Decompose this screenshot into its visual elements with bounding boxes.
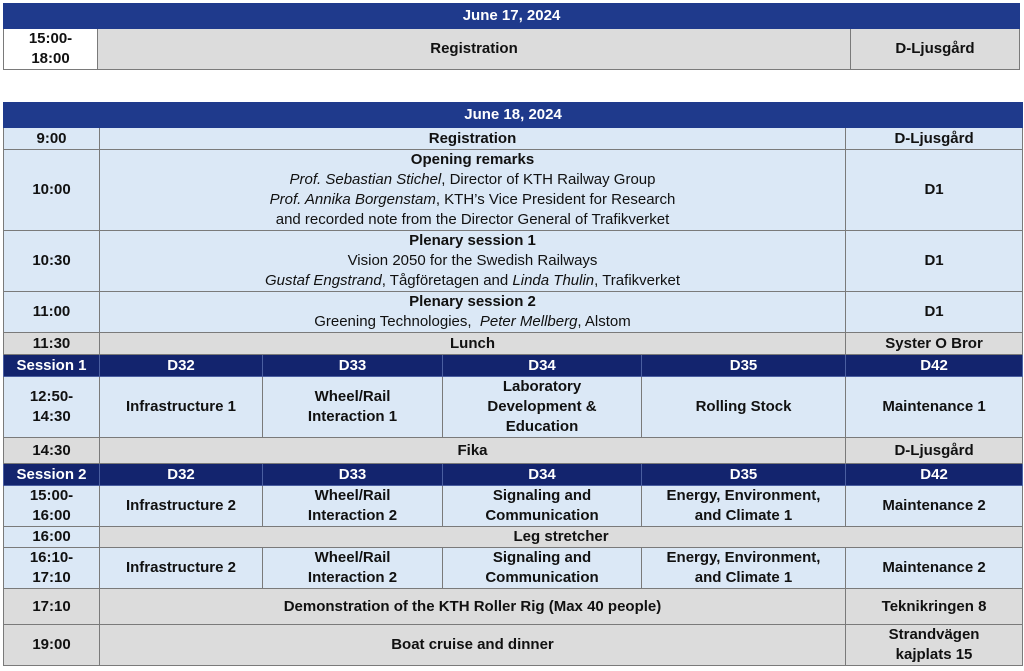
room-header: D34: [443, 355, 642, 377]
registration-row: [4, 128, 1023, 150]
time-cell: 16:00: [4, 527, 100, 548]
fika-row: [4, 438, 1023, 464]
location-cell: Syster O Bror: [846, 333, 1023, 355]
time-cell: [4, 29, 98, 70]
room-header: D34: [443, 464, 642, 486]
track-line: Education: [505, 418, 579, 435]
track-line: and Climate 1: [694, 569, 793, 586]
speaker-name: Gustaf Engstrand: [265, 272, 382, 289]
time-start: 15:00-: [29, 487, 74, 504]
event-cell: [100, 150, 846, 231]
speaker-line: [104, 190, 841, 210]
track-line: Interaction 1: [307, 408, 398, 425]
speaker-line: [104, 312, 841, 332]
location-cell: [846, 625, 1023, 666]
event-cell: Leg stretcher: [100, 527, 1023, 548]
speaker-role: , KTH’s Vice President for Research: [435, 191, 676, 208]
day1-registration-row: [4, 29, 1020, 70]
session-title: Plenary session 2: [409, 293, 536, 310]
track-line: Interaction 2: [307, 569, 398, 586]
speaker-org: , Trafikverket: [594, 272, 680, 289]
session-label: Session 1: [4, 355, 100, 377]
time-start: 12:50-: [29, 388, 74, 405]
track-line: Development &: [487, 398, 597, 415]
event-cell: Registration: [98, 29, 851, 70]
track-cell: [263, 548, 443, 589]
speaker-name: Peter Mellberg: [479, 313, 578, 330]
time-cell: [4, 377, 100, 438]
track-cell: [263, 377, 443, 438]
plenary-session-2-row: [4, 292, 1023, 333]
time-cell: 11:00: [4, 292, 100, 333]
location-cell: D1: [846, 292, 1023, 333]
track-cell: [642, 486, 846, 527]
event-cell: Demonstration of the KTH Roller Rig (Max 40 people): [100, 589, 846, 625]
leg-stretcher-row: [4, 527, 1023, 548]
track-line: Energy, Environment,: [666, 487, 821, 504]
time-end: 17:10: [32, 569, 71, 586]
track-line: Maintenance 2: [882, 559, 986, 576]
track-cell: [100, 548, 263, 589]
track-line: Infrastructure 1: [125, 398, 237, 415]
time-cell: 11:30: [4, 333, 100, 355]
opening-remarks-row: [4, 150, 1023, 231]
speaker-org: , Tågföretagen and: [381, 272, 513, 289]
time-cell: 10:00: [4, 150, 100, 231]
room-header: D42: [846, 464, 1023, 486]
room-header: D35: [642, 464, 846, 486]
time-cell: 14:30: [4, 438, 100, 464]
room-header: D35: [642, 355, 846, 377]
time-end: 18:00: [31, 50, 70, 67]
event-cell: Boat cruise and dinner: [100, 625, 846, 666]
day2-schedule-table: [3, 102, 1023, 666]
track-line: Wheel/Rail: [314, 487, 391, 504]
track-line: Communication: [485, 507, 599, 524]
track-line: Interaction 2: [307, 507, 398, 524]
track-cell: [443, 548, 642, 589]
track-line: Wheel/Rail: [314, 549, 391, 566]
day2-date-header-row: [4, 103, 1023, 128]
time-end: 16:00: [32, 507, 71, 524]
event-cell: Registration: [100, 128, 846, 150]
time-cell: [4, 548, 100, 589]
day1-date-header-row: [4, 4, 1020, 29]
day1-date: June 17, 2024: [4, 4, 1020, 29]
time-start: 15:00-: [28, 30, 73, 47]
location-cell: D1: [846, 231, 1023, 292]
lunch-row: [4, 333, 1023, 355]
time-start: 16:10-: [29, 549, 74, 566]
track-line: Wheel/Rail: [314, 388, 391, 405]
time-cell: 17:10: [4, 589, 100, 625]
track-line: Infrastructure 2: [125, 559, 237, 576]
track-line: and Climate 1: [694, 507, 793, 524]
speaker-name: Linda Thulin: [512, 272, 595, 289]
session-1-tracks-row: [4, 377, 1023, 438]
session-label: Session 2: [4, 464, 100, 486]
speaker-org: , Alstom: [577, 313, 631, 330]
track-line: Infrastructure 2: [125, 497, 237, 514]
note-line: and recorded note from the Director General of Trafikverket: [275, 211, 670, 228]
time-cell: 19:00: [4, 625, 100, 666]
plenary-session-1-row: [4, 231, 1023, 292]
track-cell: [100, 377, 263, 438]
event-cell: [100, 231, 846, 292]
track-line: Laboratory: [502, 378, 582, 395]
session-subtitle: Vision 2050 for the Swedish Railways: [347, 252, 598, 269]
location-cell: D-Ljusgård: [851, 29, 1020, 70]
speaker-role: , Director of KTH Railway Group: [441, 171, 656, 188]
track-line: Maintenance 1: [882, 398, 986, 415]
speaker-line: [104, 170, 841, 190]
track-line: Signaling and: [492, 487, 592, 504]
event-cell: [100, 292, 846, 333]
track-cell: [642, 548, 846, 589]
location-line: kajplats 15: [895, 646, 973, 663]
track-line: Energy, Environment,: [666, 549, 821, 566]
room-header: D33: [263, 355, 443, 377]
location-cell: D-Ljusgård: [846, 128, 1023, 150]
track-line: Communication: [485, 569, 599, 586]
track-cell: [846, 548, 1023, 589]
location-cell: D1: [846, 150, 1023, 231]
session-2-tracks-row: [4, 486, 1023, 527]
track-cell: [642, 377, 846, 438]
session-title: Plenary session 1: [409, 232, 536, 249]
room-header: D42: [846, 355, 1023, 377]
day1-schedule-table: [3, 3, 1020, 70]
time-cell: 9:00: [4, 128, 100, 150]
track-line: Signaling and: [492, 549, 592, 566]
session-title: Opening remarks: [410, 151, 535, 168]
session-2-header-row: [4, 464, 1023, 486]
room-header: D33: [263, 464, 443, 486]
speaker-line: [104, 271, 841, 291]
track-cell: [443, 377, 642, 438]
speaker-name: Prof. Sebastian Stichel: [289, 171, 442, 188]
event-cell: Lunch: [100, 333, 846, 355]
session-subtitle: Greening Technologies,: [314, 313, 480, 330]
room-header: D32: [100, 464, 263, 486]
track-cell: [443, 486, 642, 527]
track-line: Maintenance 2: [882, 497, 986, 514]
location-cell: Teknikringen 8: [846, 589, 1023, 625]
track-cell: [846, 377, 1023, 438]
location-line: Strandvägen: [888, 626, 980, 643]
track-cell: [263, 486, 443, 527]
time-cell: [4, 486, 100, 527]
time-end: 14:30: [32, 408, 71, 425]
day2-date: June 18, 2024: [4, 103, 1023, 128]
demonstration-row: [4, 589, 1023, 625]
speaker-name: Prof. Annika Borgenstam: [269, 191, 436, 208]
track-cell: [100, 486, 263, 527]
room-header: D32: [100, 355, 263, 377]
session-2b-tracks-row: [4, 548, 1023, 589]
location-cell: D-Ljusgård: [846, 438, 1023, 464]
track-cell: [846, 486, 1023, 527]
event-cell: Fika: [100, 438, 846, 464]
time-cell: 10:30: [4, 231, 100, 292]
boat-cruise-row: [4, 625, 1023, 666]
track-line: Rolling Stock: [695, 398, 792, 415]
session-1-header-row: [4, 355, 1023, 377]
